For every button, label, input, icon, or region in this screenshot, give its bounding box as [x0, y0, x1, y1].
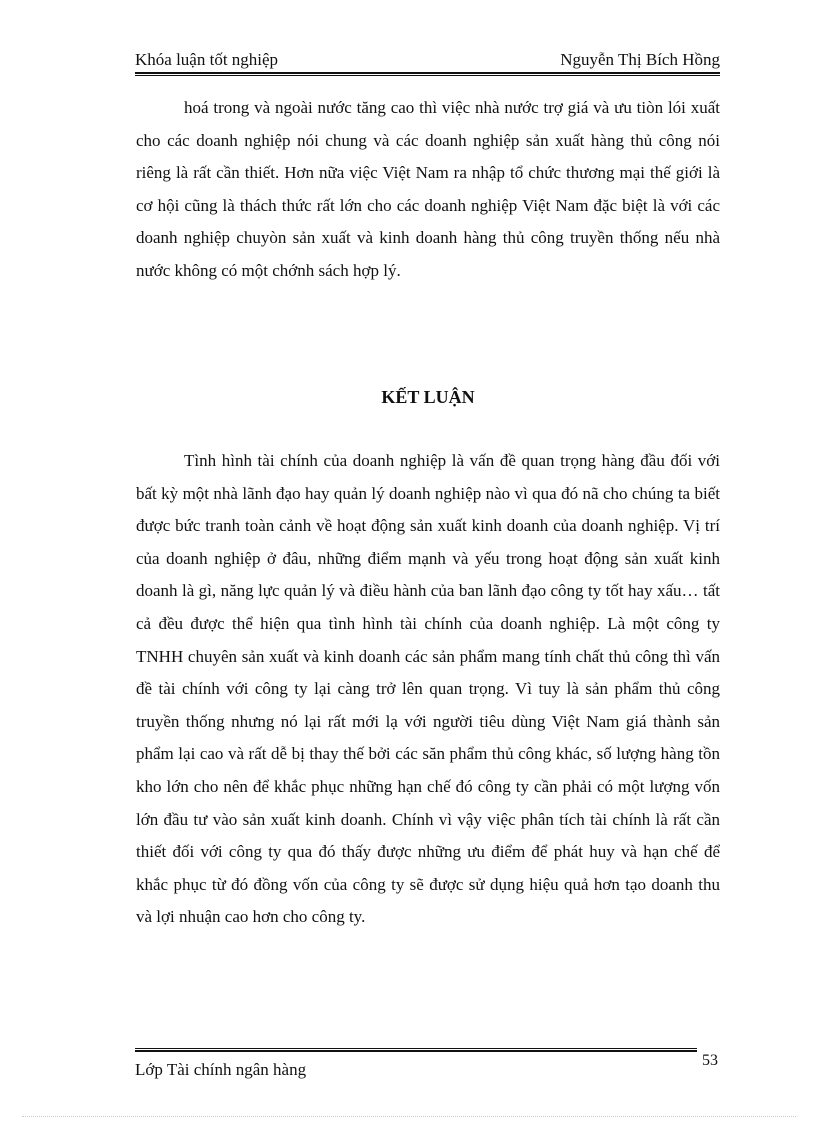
header-divider: [135, 72, 720, 76]
continuation-paragraph-block: [136, 92, 720, 288]
header-thesis-label: Khóa luận tốt nghiệp: [135, 50, 279, 69]
page-header: [135, 48, 720, 72]
conclusion-paragraph: Tình hình tài chính của doanh nghiệp là vấn đề quan trọng hàng đầu đối với bất kỳ một nhà lãnh đạo hay quản lý doanh nghiệp nào vì qua đó nã cho chúng ta biết được bức tranh toàn cảnh về hoạt động sản xuất kinh doanh của doanh nghiệp. Vị trí của doanh nghiệp ở đâu, những điểm mạnh và yếu trong hoạt động sản xuất kinh doanh là gì, năng lực quản lý và điều hành của ban lãnh đạo công ty tốt hay xấu… tất cả đều được thể hiện qua tình hình tài chính của doanh nghiệp. Là một công ty TNHH chuyên sản xuất và kinh doanh các sản phẩm mang tính chất thủ công thì vấn đề tài chính với công ty lại càng trở lên quan trọng. Vì tuy là sản phẩm thủ công truyền thống nhưng nó lại rất mới lạ với người tiêu dùng Việt Nam giá thành sản phẩm lại cao và rất dễ bị thay thế bởi các săn phẩm thủ công khác, số lượng hàng tồn kho lớn cho nên để khắc phục những hạn chế đó công ty cần phải có một lượng vốn lớn đầu tư vào sản xuất kinh doanh. Chính vì vậy việc phân tích tài chính là rất cần thiết đối với công ty qua đó thấy được những ưu điểm để phát huy và hạn chế để khắc phục từ đó đồng vốn của công ty sẽ được sử dụng hiệu quả hơn tạo doanh thu và lợi nhuận cao hơn cho công ty.: [136, 451, 720, 927]
page-footer: [135, 1053, 720, 1079]
continuation-paragraph: hoá trong và ngoài nước tăng cao thì việc nhà nước trợ giá và ưu tiòn lói xuất cho các doanh nghiệp nói chung và các doanh nghiệp sản xuất hàng thủ công nói riêng là rất cần thiết. Hơn nữa việc Việt Nam ra nhập tổ chức thương mại thế giới là cơ hội cũng là thách thức rất lớn cho các doanh nghiệp Việt Nam đặc biệt là với các doanh nghiệp chuyòn sản xuất và kinh doanh hàng thủ công truyền thống nếu nhà nước không có một chớnh sách hợp lý.: [136, 98, 720, 280]
footer-class-label: Lớp Tài chính ngân hàng: [135, 1060, 307, 1079]
page-number: 53: [702, 1052, 718, 1069]
conclusion-paragraph-block: [136, 445, 720, 934]
section-heading: KẾT LUẬN: [381, 387, 475, 407]
page-edge-line: [22, 1116, 796, 1117]
footer-divider: [135, 1048, 697, 1052]
header-author-name: Nguyễn Thị Bích Hồng: [560, 50, 720, 69]
